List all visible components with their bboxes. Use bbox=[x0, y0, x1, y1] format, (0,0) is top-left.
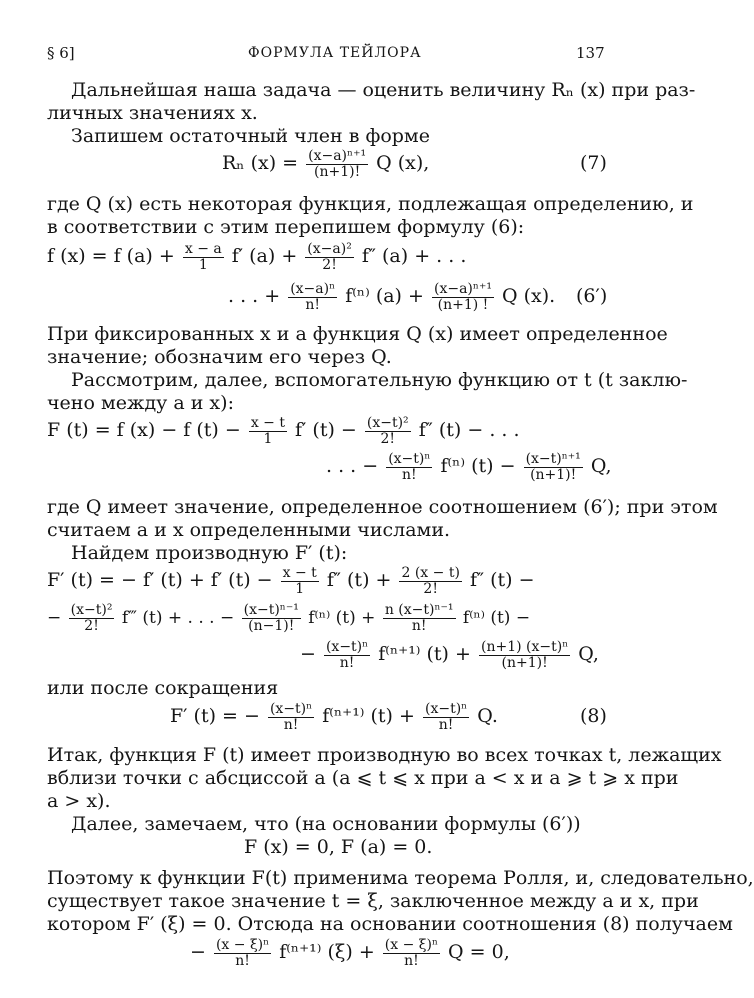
text-line: Поэтому к функции F(t) применима теорема Ролля, и, следовательно, bbox=[47, 867, 754, 889]
text-line: котором F′ (ξ) = 0. Отсюда на основании соотношения (8) получаем bbox=[47, 913, 733, 935]
fraction bbox=[423, 702, 469, 733]
fraction bbox=[183, 242, 224, 273]
numerator: (x−t)ⁿ bbox=[269, 700, 313, 717]
fraction bbox=[365, 416, 411, 447]
eq-text: f⁽ⁿ⁾ (t) + bbox=[302, 608, 381, 628]
eq-text: − bbox=[300, 643, 322, 665]
denominator: (n+1)! bbox=[313, 163, 361, 180]
equation-Fprime-line1 bbox=[47, 562, 535, 598]
denominator: 1 bbox=[263, 430, 273, 447]
eq-text: − bbox=[47, 608, 67, 628]
equation-label: (6′) bbox=[576, 285, 608, 307]
numerator: (x − ξ)ⁿ bbox=[384, 936, 439, 953]
equation-Fprime-line3 bbox=[300, 636, 599, 672]
eq-text: f″ (t) − . . . bbox=[412, 419, 520, 441]
denominator: n! bbox=[401, 466, 417, 483]
denominator: 2! bbox=[84, 618, 99, 634]
denominator: n! bbox=[411, 618, 427, 634]
numerator: (x−t)ⁿ⁻¹ bbox=[243, 602, 299, 618]
numerator: n (x−t)ⁿ⁻¹ bbox=[384, 602, 454, 618]
numerator: (x−t)ⁿ bbox=[424, 700, 468, 717]
denominator: n! bbox=[438, 716, 454, 733]
equation-Fprime-line2 bbox=[47, 600, 530, 636]
fraction bbox=[432, 282, 494, 313]
equation-final bbox=[190, 934, 510, 970]
eq-text: f⁽ⁿ⁺¹⁾ (ξ) + bbox=[273, 941, 381, 963]
eq-text: Q = 0, bbox=[442, 941, 510, 963]
eq-text: Q (x), bbox=[370, 152, 430, 174]
numerator: x − t bbox=[250, 414, 285, 431]
eq-text: Q, bbox=[572, 643, 599, 665]
denominator: 1 bbox=[295, 580, 305, 597]
denominator: n! bbox=[305, 296, 320, 313]
text-line: Итак, функция F (t) имеет производную во всех точках t, лежащих bbox=[47, 744, 722, 766]
numerator: (x−t)ⁿ⁺¹ bbox=[525, 450, 581, 467]
text-line: Дальнейшая наша задача — оценить величину Rₙ (x) при раз- bbox=[71, 79, 696, 101]
numerator: (x−a)ⁿ bbox=[290, 280, 336, 297]
section-marker: § 6] bbox=[47, 44, 75, 62]
text-line: считаем a и x определенными числами. bbox=[47, 519, 451, 541]
text-line: или после сокращения bbox=[47, 677, 279, 699]
eq-text: Q, bbox=[584, 455, 612, 477]
fraction bbox=[324, 640, 370, 671]
numerator: (x−a)ⁿ⁺¹ bbox=[308, 147, 367, 164]
numerator: (x−t)ⁿ bbox=[325, 638, 369, 655]
denominator: 2! bbox=[380, 430, 396, 447]
numerator: x − a bbox=[184, 240, 222, 257]
text-line: где Q (x) есть некоторая функция, подлежащая определению, и bbox=[47, 193, 694, 215]
numerator: (x−t)ⁿ bbox=[388, 450, 431, 467]
eq-text: f′ (t) − bbox=[288, 419, 363, 441]
denominator: n! bbox=[235, 952, 250, 969]
equation-F-line1 bbox=[47, 412, 520, 448]
running-title: ФОРМУЛА ТЕЙЛОРА bbox=[248, 45, 422, 61]
fraction bbox=[281, 566, 319, 597]
denominator: n! bbox=[404, 952, 419, 969]
denominator: (n+1)! bbox=[530, 466, 577, 483]
fraction bbox=[288, 282, 337, 313]
equation-6prime-line2 bbox=[228, 278, 555, 314]
eq-text: F′ (t) = − bbox=[170, 705, 266, 727]
text-line: Запишем остаточный член в форме bbox=[71, 125, 430, 147]
eq-text: f (x) = f (a) + bbox=[47, 245, 181, 267]
eq-text: f⁽ⁿ⁺¹⁾ (t) + bbox=[372, 643, 477, 665]
text-line: личных значениях x. bbox=[47, 102, 258, 124]
denominator: n! bbox=[283, 716, 299, 733]
fraction bbox=[399, 566, 461, 597]
page-number: 137 bbox=[576, 44, 605, 62]
equation-zero: F (x) = 0, F (a) = 0. bbox=[244, 836, 433, 858]
text-line: a > x). bbox=[47, 790, 111, 812]
text-line: вблизи точки с абсциссой a (a ⩽ t ⩽ x при a < x и a ⩾ t ⩾ x при bbox=[47, 767, 679, 789]
fraction bbox=[306, 149, 368, 180]
numerator: (x−t)² bbox=[366, 414, 409, 431]
numerator: (x−a)ⁿ⁺¹ bbox=[433, 280, 492, 297]
fraction bbox=[383, 603, 456, 634]
equation-label: (8) bbox=[580, 705, 607, 727]
text-line: значение; обозначим его через Q. bbox=[47, 346, 392, 368]
eq-text: f⁽ⁿ⁺¹⁾ (t) + bbox=[316, 705, 421, 727]
eq-text: F′ (t) = − f′ (t) + f′ (t) − bbox=[47, 569, 279, 591]
eq-text: f′ (a) + bbox=[225, 245, 304, 267]
eq-text: f″ (a) + . . . bbox=[355, 245, 467, 267]
fraction bbox=[242, 603, 301, 634]
text-line: Рассмотрим, далее, вспомогательную функцию от t (t заклю- bbox=[71, 369, 688, 391]
eq-text: . . . + bbox=[228, 285, 287, 307]
fraction bbox=[249, 416, 287, 447]
fraction bbox=[479, 640, 570, 671]
denominator: (n+1) ! bbox=[437, 296, 489, 313]
text-line: чено между a и x): bbox=[47, 392, 234, 414]
eq-text: f⁽ⁿ⁾ (t) − bbox=[434, 455, 522, 477]
eq-text: f″ (t) + bbox=[320, 569, 398, 591]
equation-6prime-line1 bbox=[47, 238, 466, 274]
fraction bbox=[305, 242, 354, 273]
numerator: (x−t)² bbox=[70, 602, 113, 618]
equation-8 bbox=[170, 698, 498, 734]
equation-7 bbox=[222, 145, 429, 181]
fraction bbox=[69, 603, 115, 634]
numerator: (n+1) (x−t)ⁿ bbox=[480, 638, 569, 655]
text-line: Далее, замечаем, что (на основании формулы (6′)) bbox=[71, 813, 581, 835]
eq-text: f⁽ⁿ⁾ (t) − bbox=[457, 608, 531, 628]
numerator: x − t bbox=[282, 564, 317, 581]
text-line: в соответствии с этим перепишем формулу (6): bbox=[47, 216, 525, 238]
eq-text: F (t) = f (x) − f (t) − bbox=[47, 419, 247, 441]
numerator: 2 (x − t) bbox=[401, 564, 460, 581]
text-line: где Q имеет значение, определенное соотношением (6′); при этом bbox=[47, 496, 718, 518]
equation-label: (7) bbox=[580, 152, 607, 174]
denominator: n! bbox=[339, 654, 355, 671]
text-line: Найдем производную F′ (t): bbox=[71, 542, 348, 564]
eq-text: Q. bbox=[471, 705, 498, 727]
eq-text: . . . − bbox=[326, 455, 385, 477]
fraction bbox=[524, 452, 583, 483]
equation-F-line2 bbox=[326, 448, 612, 484]
text-line: существует такое значение t = ξ, заключенное между a и x, при bbox=[47, 890, 699, 912]
fraction bbox=[383, 938, 440, 969]
eq-text: f⁽ⁿ⁾ (a) + bbox=[339, 285, 430, 307]
denominator: (n−1)! bbox=[248, 618, 295, 634]
denominator: 2! bbox=[423, 580, 438, 597]
denominator: (n+1)! bbox=[501, 654, 548, 671]
eq-text: Rₙ (x) = bbox=[222, 152, 305, 174]
numerator: (x−a)² bbox=[307, 240, 352, 257]
denominator: 1 bbox=[198, 256, 208, 273]
eq-text: f‴ (t) + . . . − bbox=[116, 608, 240, 628]
numerator: (x − ξ)ⁿ bbox=[215, 936, 270, 953]
denominator: 2! bbox=[322, 256, 337, 273]
text-line: При фиксированных x и a функция Q (x) имеет определенное bbox=[47, 323, 668, 345]
eq-text: − bbox=[190, 941, 212, 963]
eq-text: Q (x). bbox=[495, 285, 556, 307]
fraction bbox=[214, 938, 271, 969]
fraction bbox=[386, 452, 432, 483]
eq-text: f″ (t) − bbox=[463, 569, 535, 591]
fraction bbox=[268, 702, 314, 733]
